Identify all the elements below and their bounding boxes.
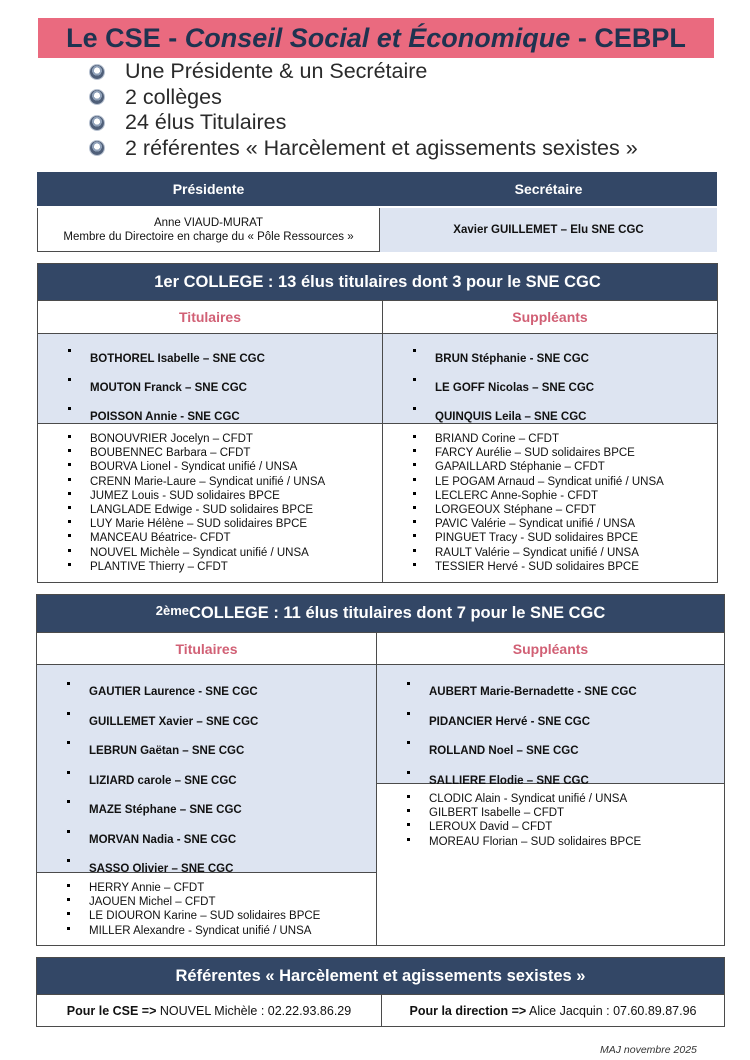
list-item: BOUBENNEC Barbara – CFDT: [38, 446, 382, 460]
college2-suppleants-label: Suppléants: [376, 632, 724, 664]
college1-titulaires-label: Titulaires: [38, 300, 382, 333]
president-cell: [37, 208, 380, 252]
referente-direction: [381, 995, 724, 1027]
referente-cse-label: Pour le CSE =>: [66, 1004, 157, 1018]
list-item: BOTHOREL Isabelle – SNE CGC: [38, 353, 382, 382]
president-role: Membre du Directoire en charge du « Pôle Ressources »: [63, 230, 354, 243]
title-italic: Conseil Social et Économique: [184, 22, 571, 53]
college2-suppleants-other-list: [377, 792, 724, 849]
list-item: LE POGAM Arnaud – Syndicat unifié / UNSA: [383, 475, 717, 489]
president-header: Présidente: [37, 172, 380, 206]
list-item: BONOUVRIER Jocelyn – CFDT: [38, 432, 382, 446]
title-suffix: - CEBPL: [577, 22, 686, 53]
list-item: MILLER Alexandre - Syndicat unifié / UNSA: [37, 924, 376, 938]
list-item: LIZIARD carole – SNE CGC: [37, 775, 376, 805]
college1-table: [37, 263, 718, 583]
list-item: SALLIERE Elodie – SNE CGC: [377, 775, 724, 805]
list-item: JUMEZ Louis - SUD solidaires BPCE: [38, 489, 382, 503]
college2-titulaires-other-list: [37, 881, 376, 938]
intro-list: [90, 59, 638, 161]
list-item: FARCY Aurélie – SUD solidaires BPCE: [383, 446, 717, 460]
logo-bullet-icon: [90, 141, 104, 155]
presidency-table: [37, 172, 717, 252]
list-item: PAVIC Valérie – Syndicat unifié / UNSA: [383, 517, 717, 531]
list-item: GILBERT Isabelle – CFDT: [377, 806, 724, 820]
list-item: BOURVA Lionel - Syndicat unifié / UNSA: [38, 460, 382, 474]
college1-titulaires-sne-list: [38, 353, 382, 440]
list-item: LANGLADE Edwige - SUD solidaires BPCE: [38, 503, 382, 517]
list-item: MOREAU Florian – SUD solidaires BPCE: [377, 835, 724, 849]
list-item: MOUTON Franck – SNE CGC: [38, 382, 382, 411]
list-item: MORVAN Nadia - SNE CGC: [37, 834, 376, 864]
list-item: HERRY Annie – CFDT: [37, 881, 376, 895]
list-item: LE DIOURON Karine – SUD solidaires BPCE: [37, 909, 376, 923]
intro-item: Une Présidente & un Secrétaire: [90, 59, 638, 85]
list-item: LEROUX David – CFDT: [377, 820, 724, 834]
list-item: SASSO Olivier – SNE CGC: [37, 863, 376, 893]
page-title: [38, 18, 714, 58]
referente-direction-label: Pour la direction =>: [409, 1004, 527, 1018]
list-item: LUY Marie Hélène – SUD solidaires BPCE: [38, 517, 382, 531]
update-note: MAJ novembre 2025: [600, 1044, 697, 1056]
college1-suppleants-sne-list: [383, 353, 717, 440]
list-item: CRENN Marie-Laure – Syndicat unifié / UNSA: [38, 475, 382, 489]
college2-table: [36, 594, 725, 946]
list-item: BRIAND Corine – CFDT: [383, 432, 717, 446]
college2-header-text: COLLEGE : 11 élus titulaires dont 7 pour le SNE CGC: [189, 604, 606, 622]
list-item: GAPAILLARD Stéphanie – CFDT: [383, 460, 717, 474]
referente-cse-value: NOUVEL Michèle : 02.22.93.86.29: [156, 1004, 352, 1018]
college2-header-prefix: 2ème: [155, 603, 189, 618]
college2-header: [37, 595, 724, 632]
college1-suppleants-other-list: [383, 432, 717, 574]
list-item: LEBRUN Gaëtan – SNE CGC: [37, 745, 376, 775]
list-item: PINGUET Tracy - SUD solidaires BPCE: [383, 531, 717, 545]
logo-bullet-icon: [90, 90, 104, 104]
list-item: TESSIER Hervé - SUD solidaires BPCE: [383, 560, 717, 574]
list-item: JAOUEN Michel – CFDT: [37, 895, 376, 909]
intro-item: 2 collèges: [90, 85, 638, 111]
referentes-header: Référentes « Harcèlement et agissements sexistes »: [37, 958, 724, 994]
college2-titulaires-sne-list: [37, 686, 376, 893]
referente-cse: [37, 995, 381, 1027]
title-prefix: Le CSE -: [66, 22, 178, 53]
college1-titulaires-other-list: [38, 432, 382, 574]
list-item: RAULT Valérie – Syndicat unifié / UNSA: [383, 546, 717, 560]
list-item: MAZE Stéphane – SNE CGC: [37, 804, 376, 834]
college2-suppleants-sne-list: [377, 686, 724, 804]
secretary-header: Secrétaire: [380, 172, 717, 206]
list-item: AUBERT Marie-Bernadette - SNE CGC: [377, 686, 724, 716]
logo-bullet-icon: [90, 116, 104, 130]
secretary-name: Xavier GUILLEMET – Elu SNE CGC: [453, 224, 644, 236]
college2-titulaires-label: Titulaires: [37, 632, 376, 664]
list-item: CLODIC Alain - Syndicat unifié / UNSA: [377, 792, 724, 806]
college1-header: 1er COLLEGE : 13 élus titulaires dont 3 pour le SNE CGC: [38, 264, 717, 300]
intro-item: 24 élus Titulaires: [90, 110, 638, 136]
list-item: ROLLAND Noel – SNE CGC: [377, 745, 724, 775]
list-item: GAUTIER Laurence - SNE CGC: [37, 686, 376, 716]
list-item: LE GOFF Nicolas – SNE CGC: [383, 382, 717, 411]
list-item: GUILLEMET Xavier – SNE CGC: [37, 716, 376, 746]
referentes-table: [36, 957, 725, 1027]
list-item: QUINQUIS Leila – SNE CGC: [383, 411, 717, 440]
list-item: PLANTIVE Thierry – CFDT: [38, 560, 382, 574]
logo-bullet-icon: [90, 65, 104, 79]
secretary-cell: [380, 208, 717, 252]
president-name: Anne VIAUD-MURAT: [153, 216, 264, 229]
list-item: MANCEAU Béatrice- CFDT: [38, 531, 382, 545]
college1-suppleants-label: Suppléants: [382, 300, 717, 333]
list-item: LECLERC Anne-Sophie - CFDT: [383, 489, 717, 503]
list-item: LORGEOUX Stéphane – CFDT: [383, 503, 717, 517]
intro-item: 2 référentes « Harcèlement et agissements sexistes »: [90, 136, 638, 162]
list-item: POISSON Annie - SNE CGC: [38, 411, 382, 440]
list-item: NOUVEL Michèle – Syndicat unifié / UNSA: [38, 546, 382, 560]
referente-direction-value: Alice Jacquin : 07.60.89.87.96: [526, 1004, 697, 1018]
list-item: PIDANCIER Hervé - SNE CGC: [377, 716, 724, 746]
list-item: BRUN Stéphanie - SNE CGC: [383, 353, 717, 382]
